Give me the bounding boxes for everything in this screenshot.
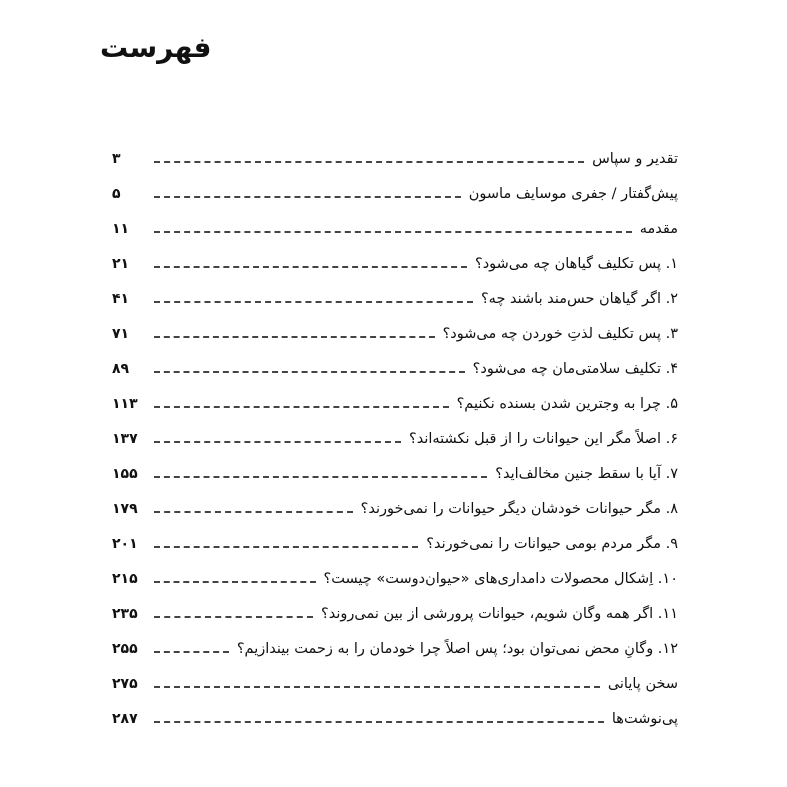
toc-entry[interactable] xyxy=(112,246,678,281)
toc-entry-label: تقدیر و سپاس xyxy=(592,150,678,167)
dot-leader xyxy=(154,266,467,268)
toc-page-number: ۲۷۵ xyxy=(112,675,138,692)
dot-leader xyxy=(154,651,229,653)
toc-page-number: ۲۳۵ xyxy=(112,605,138,622)
toc-page-number: ۲۰۱ xyxy=(112,535,138,552)
toc-page-number: ۲۸۷ xyxy=(112,710,138,727)
toc-entry[interactable] xyxy=(112,386,678,421)
toc-entry-label: مقدمه xyxy=(639,220,678,237)
toc-page-number: ۱۱۳ xyxy=(112,395,138,412)
toc-entry[interactable] xyxy=(112,421,678,456)
toc-page-number: ۱۳۷ xyxy=(112,430,138,447)
dot-leader xyxy=(154,476,487,478)
dot-leader xyxy=(154,686,600,688)
toc-page-number: ۱۵۵ xyxy=(112,465,138,482)
dot-leader xyxy=(154,406,449,408)
toc-entry[interactable] xyxy=(112,701,678,736)
dot-leader xyxy=(154,371,465,373)
toc-entry[interactable] xyxy=(112,456,678,491)
toc-entry[interactable] xyxy=(112,316,678,351)
dot-leader xyxy=(154,336,435,338)
toc-title: فهرست xyxy=(100,31,212,64)
toc-entry-label: ۷. آیا با سقط جنین مخالف‌اید؟ xyxy=(495,465,678,482)
toc-entry[interactable] xyxy=(112,351,678,386)
toc-page-number: ۲۱ xyxy=(112,255,130,272)
toc-entry[interactable] xyxy=(112,176,678,211)
toc-entry-label: ۲. اگر گیاهان حس‌مند باشند چه؟ xyxy=(480,290,678,307)
toc-entry-label: ۱۱. اگر همه وگان شویم، حیوانات پرورشی از بین نمی‌روند؟ xyxy=(321,605,678,622)
toc-entry[interactable] xyxy=(112,141,678,176)
toc-page-number: ۱۱ xyxy=(112,220,130,237)
dot-leader xyxy=(154,581,316,583)
toc-entry-label: پی‌نوشت‌ها xyxy=(611,710,678,727)
toc-entry[interactable] xyxy=(112,491,678,526)
dot-leader xyxy=(154,231,632,233)
toc-entry-label: پیش‌گفتار / جفری موسایف ماسون xyxy=(468,185,678,202)
toc-entry[interactable] xyxy=(112,631,678,666)
dot-leader xyxy=(154,511,353,513)
toc-page-number: ۵ xyxy=(112,185,121,202)
toc-entry-label: ۵. چرا به وجترین شدن بسنده نکنیم؟ xyxy=(456,395,678,412)
toc-entry[interactable] xyxy=(112,596,678,631)
dot-leader xyxy=(154,196,461,198)
toc-entry[interactable] xyxy=(112,281,678,316)
dot-leader xyxy=(154,301,473,303)
toc-entry[interactable] xyxy=(112,211,678,246)
toc-entry-label: ۶. اصلاً مگر این حیوانات را از قبل نکشته‌اند؟ xyxy=(409,430,678,447)
toc-page-number: ۲۱۵ xyxy=(112,570,138,587)
toc-page-number: ۱۷۹ xyxy=(112,500,138,517)
toc-entry[interactable] xyxy=(112,666,678,701)
toc-page-number: ۸۹ xyxy=(112,360,130,377)
toc-entry-label: ۸. مگر حیوانات خودشان دیگر حیوانات را نمی‌خورند؟ xyxy=(360,500,678,517)
dot-leader xyxy=(154,161,584,163)
toc-entry-label: ۱. پس تکلیف گیاهان چه می‌شود؟ xyxy=(475,255,678,272)
dot-leader xyxy=(154,546,418,548)
toc-list xyxy=(112,141,678,736)
toc-entry-label: ۴. تکلیف سلامتی‌مان چه می‌شود؟ xyxy=(472,360,678,377)
toc-page-number: ۷۱ xyxy=(112,325,130,342)
toc-entry-label: ۱۲. وگانِ محض نمی‌توان بود؛ پس اصلاً چرا خودمان را به زحمت بیندازیم؟ xyxy=(236,640,678,657)
toc-entry[interactable] xyxy=(112,526,678,561)
toc-entry-label: ۳. پس تکلیف لذتِ خوردن چه می‌شود؟ xyxy=(442,325,678,342)
toc-page-number: ۲۵۵ xyxy=(112,640,138,657)
toc-page-number: ۳ xyxy=(112,150,121,167)
dot-leader xyxy=(154,441,401,443)
toc-entry-label: ۱۰. اِشکال محصولات دامداری‌های «حیوان‌دوست» چیست؟ xyxy=(323,570,678,587)
toc-entry[interactable] xyxy=(112,561,678,596)
dot-leader xyxy=(154,721,604,723)
toc-entry-label: ۹. مگر مردم بومی حیوانات را نمی‌خورند؟ xyxy=(426,535,678,552)
toc-entry-label: سخن پایانی xyxy=(607,675,678,692)
toc-page-number: ۴۱ xyxy=(112,290,130,307)
dot-leader xyxy=(154,616,313,618)
